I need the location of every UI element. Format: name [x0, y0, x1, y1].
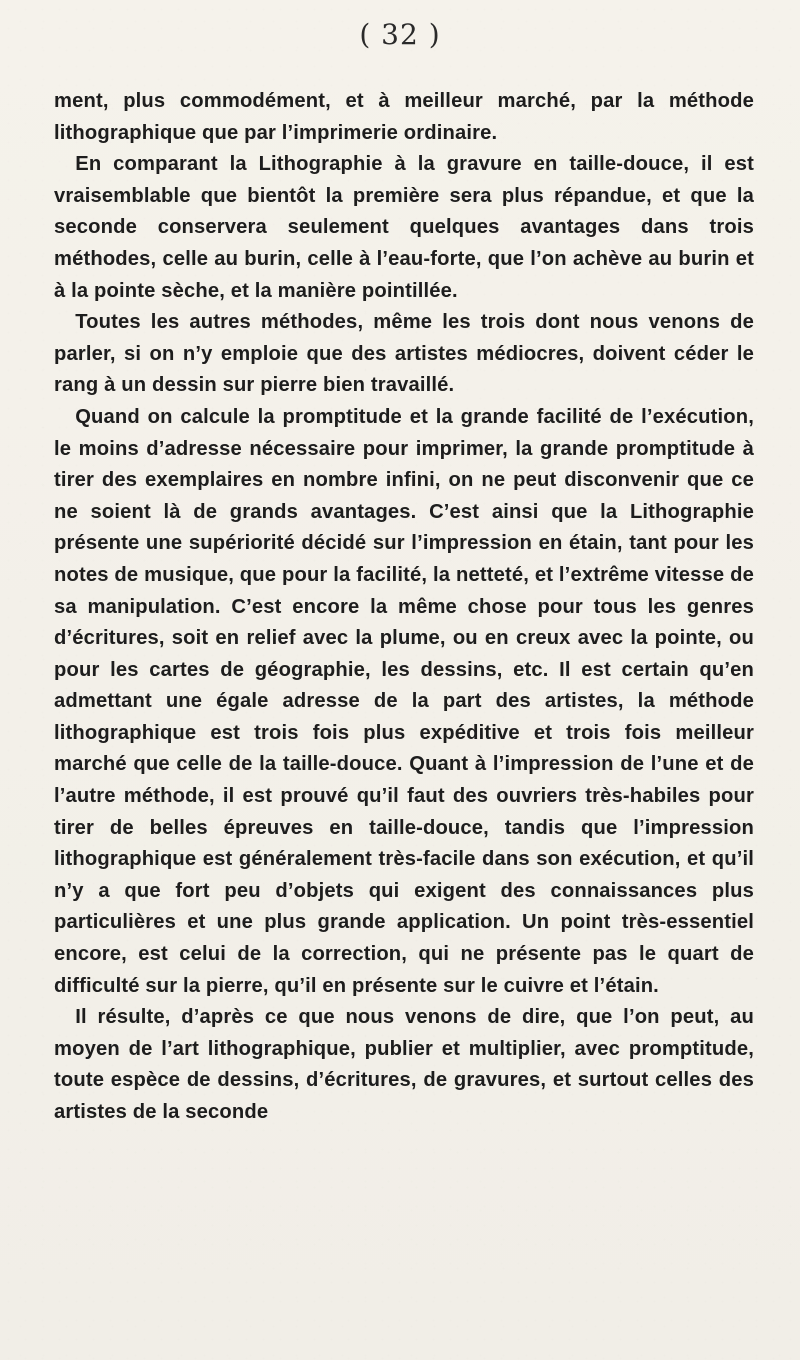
paragraph-lithography-comparison: En comparant la Lithographie à la gravure en taille-douce, il est vraisemblable que bientôt la première sera plus répandue, et que la seconde conservera seulement quelques avantages dans trois méthodes, celle au burin, celle à l’eau-forte, que l’on achève au burin et à la pointe sèche, et la manière pointillée. [54, 153, 754, 302]
paragraph-advantages: Quand on calcule la promptitude et la grande facilité de l’exécution, le moins d’adresse nécessaire pour imprimer, la grande promptitude à tirer des exemplaires en nombre infini, on ne peut disconvenir que ce ne soient là de grands avantages. C’est ainsi que la Lithographie présente une supériorité décidé sur l’impression en étain, tant pour les notes de musique, que pour la facilité, la netteté, et l’extrême vitesse de sa manipulation. C’est encore la même chose pour tous les genres d’écritures, soit en relief avec la plume, ou en creux avec la pointe, ou pour les cartes de géographie, les dessins, etc. Il est certain qu’en admettant une égale adresse de la part des artistes, la méthode lithographique est trois fois plus expéditive et trois fois meilleur marché que celle de la taille-douce. Quant à l’impression de l’une et de l’autre méthode, il est prouvé qu’il faut des ouvriers très-habiles pour tirer de belles épreuves en taille-douce, tandis que l’impression lithographique est généralement très-facile dans son exécution, et qu’il n’y a que fort peu d’objets qui exigent des connaissances plus particulières et une plus grande application. Un point très-essentiel encore, est celui de la correction, qui ne présente pas le quart de difficulté sur la pierre, qu’il en présente sur le cuivre et l’étain. [54, 405, 754, 997]
page-number: ( 32 ) [359, 18, 441, 51]
paragraph-conclusion: Il résulte, d’après ce que nous venons de dire, que l’on peut, au moyen de l’art lithographique, publier et multiplier, avec promptitude, toute espèce de dessins, d’écritures, de gravures, et surtout celles des artistes de la seconde [54, 1006, 754, 1123]
paragraph-other-methods: Toutes les autres méthodes, même les trois dont nous venons de parler, si on n’y emploie que des artistes médiocres, doivent céder le rang à un dessin sur pierre bien travaillé. [54, 311, 754, 397]
paragraph-continuation: ment, plus commodément, et à meilleur marché, par la méthode lithographique que par l’imprimerie ordinaire. [54, 90, 754, 144]
page-body [54, 86, 754, 1129]
